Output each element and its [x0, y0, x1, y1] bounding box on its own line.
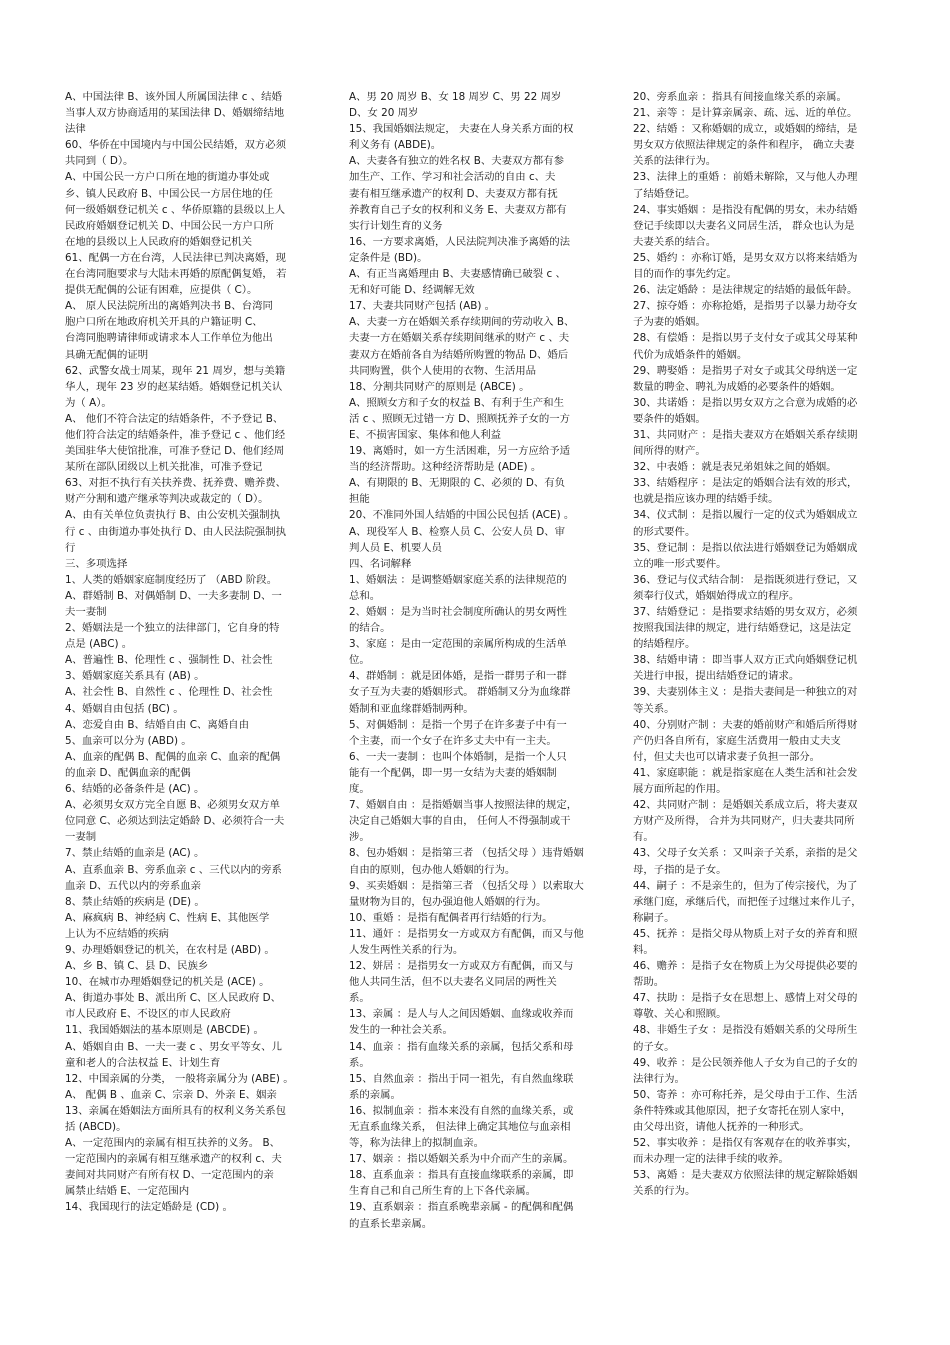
- text-column-left: [65, 89, 317, 1216]
- text-line: 10、在城市办理婚姻登记的机关是 (ACE) 。: [65, 976, 270, 989]
- text-line: 3、家庭 ：是由一定范围的亲属所构成的生活单: [349, 638, 567, 651]
- text-line: 4、婚姻自由包括 (BC) 。: [65, 702, 184, 715]
- text-line: A、恋爱自由 B、结婚自由 C、离婚自由: [65, 718, 249, 731]
- text-line: 有。: [633, 831, 654, 844]
- text-line: 47、扶助 ：是指子女在思想上、感情上对父母的: [633, 992, 858, 1005]
- text-column-middle: [349, 89, 601, 1232]
- text-line: A、男 20 周岁 B、女 18 周岁 C、男 22 周岁: [349, 91, 562, 103]
- text-line: 43、父母子女关系 ：又叫亲子关系，亲指的是父: [633, 847, 858, 860]
- text-line: 人发生两性关系的行为。: [349, 943, 464, 956]
- text-line: 31、共同财产 ：是指夫妻双方在婚姻关系存续期: [633, 428, 858, 441]
- text-line: A、群婚制 B、对偶婚制 D、一夫多妻制 D、一: [65, 589, 282, 602]
- text-line: 法律: [65, 123, 86, 136]
- text-line: 26、法定婚龄 ：是法律规定的结婚的最低年龄。: [633, 284, 858, 297]
- text-line: 血亲 D、五代以内的旁系血亲: [65, 879, 201, 892]
- text-line: A、夫妻一方在婚姻关系存续期间的劳动收入 B、: [349, 316, 575, 329]
- text-line: 尊敬、关心和照顾。: [633, 1008, 727, 1021]
- text-line: 也就是指应该办理的结婚手续。: [633, 493, 779, 506]
- text-line: 45、抚养 ：是指父母从物质上对子女的养育和照: [633, 927, 858, 940]
- text-column-right: [633, 89, 885, 1199]
- text-line: 登记手续即以夫妻名义同居生活， 群众也认为是: [633, 219, 855, 232]
- text-line: 总和。: [349, 589, 381, 602]
- text-line: 系。: [349, 992, 370, 1005]
- text-line: A、社会性 B、自然性 c 、伦理性 D、社会性: [65, 686, 273, 699]
- text-line: 三、多项选择: [65, 557, 128, 570]
- text-line: A、中国公民一方户口所在地的街道办事处或: [65, 171, 270, 184]
- text-line: 位同意 C、必须达到法定婚龄 D、必须符合一夫: [65, 815, 285, 828]
- text-line: 度。: [349, 783, 370, 796]
- text-line: A、现役军人 B、检察人员 C、公安人员 D、审: [349, 525, 566, 538]
- text-line: 活 c 、照顾无过错一方 D、照顾抚养子女的一方: [349, 412, 571, 425]
- text-line: A、婚姻自由 B、一夫一妻 c 、男女平等女、儿: [65, 1040, 282, 1053]
- text-line: 9、买卖婚姻 ：是指第三者 （包括父母 ）以索取大: [349, 879, 584, 892]
- text-line: A、一定范围内的亲属有相互扶养的义务。 B、: [65, 1137, 280, 1150]
- text-line: 美国驻华大使馆批准，可准予登记 D、他们经周: [65, 445, 285, 458]
- text-line: A、街道办事处 B、派出所 C、区人民政府 D、: [65, 992, 282, 1005]
- text-line: 35、登记制 ：是指以依法进行婚姻登记为婚姻成: [633, 541, 858, 554]
- text-line: 胞户口所在地政府机关开具的户籍证明 C、: [65, 316, 263, 329]
- text-line: 男女双方依照法律规定的条件和程序， 确立夫妻: [633, 139, 855, 152]
- text-line: 34、仪式制 ：是指以履行一定的仪式为婚姻成立: [633, 509, 858, 522]
- text-line: A、 他们不符合法定的结婚条件，不予登记 B、: [65, 412, 284, 425]
- text-line: 的结婚程序。: [633, 638, 696, 651]
- text-line: A、麻疯病 B、神经病 C、性病 E、其他医学: [65, 911, 270, 924]
- text-line: 19、直系姻亲 ：指直系晚辈亲属 - 的配偶和配偶: [349, 1201, 574, 1214]
- text-line: 7、婚姻自由 ：是指婚姻当事人按照法律的规定，: [349, 799, 578, 812]
- text-line: 个主妻，而一个女子在许多丈夫中有一主夫。: [349, 734, 557, 747]
- text-line: 27、掠夺婚 ：亦称抢婚，是指男子以暴力劫夺女: [633, 300, 858, 313]
- text-line: 能有一个配偶，即一男一女结为夫妻的婚姻制: [349, 766, 557, 779]
- text-line: 16、拟制血亲 ：指本来没有自然的血缘关系，或: [349, 1104, 574, 1117]
- text-line: 1、婚姻法 ：是调整婚姻家庭关系的法律规范的: [349, 573, 567, 586]
- text-line: 17、姻亲 ：指以婚姻关系为中介而产生的亲属。: [349, 1153, 574, 1166]
- text-line: 46、赡养 ：是指子女在物质上为父母提供必要的: [633, 960, 858, 973]
- text-line: 49、收养 ：是公民领养他人子女为自己的子女的: [633, 1056, 858, 1069]
- text-line: 一定范围内的亲属有相互继承遗产的权利 c、夫: [65, 1153, 282, 1166]
- text-line: 21、亲等 ：是计算亲属亲、疏、远、近的单位。: [633, 107, 858, 120]
- text-line: 行: [65, 541, 76, 554]
- text-line: 18、分割共同财产的原则是 (ABCE) 。: [349, 380, 530, 393]
- text-line: 妻有相互继承遗产的权利 D、夫妻双方都有抚: [349, 187, 558, 200]
- text-line: 担能: [349, 493, 370, 506]
- text-line: 在地的县级以上人民政府的婚姻登记机关: [65, 235, 253, 248]
- text-line: 他人共同生活，但不以夫妻名义同居的两性关: [349, 976, 557, 989]
- text-line: 须奉行仪式，婚姻始得成立的程序。: [633, 589, 800, 602]
- text-line: 承继门庭，承继后代，而把侄子过继过来作儿子，: [633, 895, 862, 908]
- text-line: 53、离婚 ：是夫妻双方依照法律的规定解除婚姻: [633, 1169, 858, 1182]
- text-line: 无直系血缘关系， 但法律上确定其地位与血亲相: [349, 1121, 571, 1133]
- text-line: 帮助。: [633, 976, 665, 989]
- text-line: 利义务有 (ABDE)。: [349, 139, 442, 152]
- text-line: 婚制和亚血缘群婚制两种。: [349, 702, 474, 715]
- text-line: A、有期限的 B、无期限的 C、必须的 D、有负: [349, 477, 566, 490]
- text-line: 系。: [349, 1056, 370, 1069]
- text-line: 数量的聘金、聘礼为成婚的必要条件的婚姻。: [633, 380, 841, 393]
- text-line: 代价为成婚条件的婚姻。: [633, 348, 748, 361]
- text-line: 按照我国法律的规定，进行结婚登记，这是法定: [633, 622, 852, 635]
- text-line: 29、聘娶婚 ：是指男子对女子或其父母纳送一定: [633, 364, 858, 377]
- text-line: 法律行为。: [633, 1072, 685, 1085]
- text-line: 要条件的婚姻。: [633, 412, 706, 425]
- text-line: 62、武警女战士周某，现年 21 周岁，想与美籍: [65, 364, 286, 377]
- text-line: 属禁止结婚 E、一定范围内: [65, 1185, 190, 1198]
- text-line: 15、我国婚姻法规定， 夫妻在人身关系方面的权: [349, 123, 574, 136]
- text-line: 38、结婚申请 ：即当事人双方正式向婚姻登记机: [633, 654, 858, 667]
- text-line: 18、直系血亲 ：指具有直接血缘联系的亲属，即: [349, 1169, 574, 1182]
- text-line: 的结合。: [349, 622, 391, 635]
- text-line: 的直系长辈亲属。: [349, 1217, 433, 1230]
- text-line: A、中国法律 B、该外国人所属国法律 c 、结婚: [65, 91, 282, 103]
- text-line: 方财产及所得， 合并为共同财产，归夫妻共同所: [633, 815, 855, 828]
- text-line: 乡、镇人民政府 B、中国公民一方居住地的任: [65, 187, 273, 200]
- text-line: 财产分割和遗产继承等判决或裁定的（ D）。: [65, 493, 269, 506]
- text-line: 等关系。: [633, 702, 675, 715]
- text-line: 夫一妻制: [65, 606, 107, 618]
- text-line: 妻间对共同财产有所有权 D、一定范围内的亲: [65, 1169, 274, 1182]
- text-line: 子为妻的婚姻。: [633, 316, 706, 329]
- text-line: 女子互为夫妻的婚姻形式。 群婚制又分为血缘群: [349, 686, 571, 699]
- text-line: 63、对拒不执行有关扶养费、抚养费、赡养费、: [65, 477, 287, 490]
- text-line: 44、嗣子 ：不是亲生的，但为了传宗接代，为了: [633, 879, 858, 892]
- text-line: 点是 (ABC) 。: [65, 638, 133, 651]
- text-line: 无和好可能 D、经调解无效: [349, 284, 475, 297]
- text-line: 提供无配偶的公证有困难，应提供（ C）。: [65, 284, 258, 297]
- text-line: 33、结婚程序 ：是法定的婚姻合法有效的形式，: [633, 477, 858, 490]
- text-line: 42、共同财产制 ：是婚姻关系成立后，将夫妻双: [633, 799, 858, 812]
- text-line: 实行计划生育的义务: [349, 219, 443, 232]
- text-line: 台湾同胞聘请律师或请求本人工作单位为他出: [65, 332, 273, 345]
- text-line: 32、中表婚 ：就是表兄弟姐妹之间的婚姻。: [633, 461, 837, 474]
- text-line: 他们符合法定的结婚条件，准予登记 c 、他们经: [65, 428, 286, 441]
- text-line: 妻双方在婚前各自为结婚所购置的物品 D、婚后: [349, 348, 569, 361]
- text-line: 立的唯一形式要件。: [633, 557, 727, 570]
- text-line: 19、离婚时，如一方生活困难，另一方应给予适: [349, 445, 571, 458]
- text-line: 系的亲属。: [349, 1088, 401, 1101]
- text-line: 付，但丈夫也可以请求妻子负担一部分。: [633, 750, 821, 763]
- text-line: 2、婚姻法是一个独立的法律部门，它自身的特: [65, 622, 280, 635]
- text-line: 41、家庭职能 ：就是指家庭在人类生活和社会发: [633, 766, 858, 779]
- text-line: 行 c 、由街道办事处执行 D、由人民法院强制执: [65, 525, 287, 538]
- text-line: 60、华侨在中国境内与中国公民结婚，双方必须: [65, 139, 287, 152]
- text-line: 6、一夫一妻制 ：也叫个体婚制，是指一个人只: [349, 750, 567, 763]
- text-line: 养教育自己子女的权利和义务 E、夫妻双方都有: [349, 203, 567, 216]
- text-line: A、有正当离婚理由 B、夫妻感情确已破裂 c 、: [349, 268, 566, 281]
- text-line: 13、亲属在婚姻法方面所具有的权利义务关系包: [65, 1104, 287, 1117]
- text-line: 52、事实收养 ：是指仅有客观存在的收养事实，: [633, 1137, 858, 1150]
- text-line: 市人民政府 E、不设区的市人民政府: [65, 1008, 231, 1021]
- text-line: 决定自己婚姻大事的自由， 任何人不得强制或干: [349, 815, 571, 828]
- text-line: A、夫妻各有独立的姓名权 B、夫妻双方都有参: [349, 155, 564, 168]
- text-line: 6、结婚的必备条件是 (AC) 。: [65, 783, 205, 796]
- text-line: 的子女。: [633, 1040, 675, 1053]
- text-line: 条件特殊或其他原因，把子女寄托在别人家中，: [633, 1104, 852, 1117]
- text-line: 某所在部队团级以上机关批准，可准予登记: [65, 461, 263, 474]
- text-line: 24、事实婚姻 ：是指没有配偶的男女，未办结婚: [633, 203, 858, 216]
- text-line: 8、禁止结婚的疾病是 (DE) 。: [65, 895, 205, 908]
- text-line: A、照顾女方和子女的权益 B、有利于生产和生: [349, 396, 564, 409]
- text-line: 称嗣子。: [633, 911, 675, 924]
- text-line: 11、我国婚姻法的基本原则是 (ABCDE) 。: [65, 1024, 264, 1037]
- text-line: 17、夫妻共同财产包括 (AB) 。: [349, 300, 496, 313]
- text-line: 涉。: [349, 831, 370, 844]
- text-line: 产仍归各自所有，家庭生活费用一般由丈夫支: [633, 734, 841, 747]
- text-line: 关系的法律行为。: [633, 155, 717, 168]
- text-line: 量财物为目的，包办强迫他人婚姻的行为。: [349, 895, 547, 908]
- text-line: 定条件是 (BD)。: [349, 251, 428, 264]
- text-line: 加生产、工作、学习和社会活动的自由 c、夫: [349, 171, 556, 184]
- text-line: 50、寄养 ：亦可称托养，是父母由于工作、生活: [633, 1088, 858, 1101]
- text-line: 28、有偿婚 ：是指以男子支付女子或其父母某种: [633, 332, 858, 345]
- text-line: 括 (ABCD)。: [65, 1121, 127, 1133]
- text-line: 14、我国现行的法定婚龄是 (CD) 。: [65, 1201, 233, 1214]
- text-line: 7、禁止结婚的血亲是 (AC) 。: [65, 847, 205, 860]
- text-line: 14、血亲 ：指有血缘关系的亲属，包括父系和母: [349, 1040, 574, 1053]
- text-line: 13、亲属 ：是人与人之间因婚姻、血缘或收养而: [349, 1008, 574, 1021]
- text-line: A、血亲的配偶 B、配偶的血亲 C、血亲的配偶: [65, 750, 281, 763]
- text-line: 共同到（ D）。: [65, 155, 134, 168]
- text-line: E、不损害国家、集体和他人利益: [349, 428, 502, 441]
- text-line: 39、夫妻别体主义 ：是指夫妻间是一种独立的对: [633, 686, 858, 699]
- text-line: 母，子指的是子女。: [633, 863, 727, 876]
- text-line: A、 原人民法院所出的离婚判决书 B、台湾同: [65, 300, 273, 313]
- text-line: 展方面所起的作用。: [633, 783, 727, 796]
- text-line: 夫妻一方在婚姻关系存续期间继承的财产 c 、夫: [349, 332, 570, 345]
- text-line: 民政府婚姻登记机关 D、中国公民一方户口所: [65, 219, 274, 232]
- text-line: 由父母出资，请他人抚养的一种形式。: [633, 1121, 810, 1133]
- text-line: 40、分别财产制 ：夫妻的婚前财产和婚后所得财: [633, 718, 858, 731]
- text-line: 15、自然血亲 ：指出于同一祖先，有自然血缘联: [349, 1072, 574, 1085]
- text-line: 25、婚约 ：亦称订婚，是男女双方以将来结婚为: [633, 251, 858, 264]
- text-line: 1、人类的婚姻家庭制度经历了 （ABD 阶段。: [65, 573, 278, 586]
- text-line: 20、不准同外国人结婚的中国公民包括 (ACE) 。: [349, 509, 575, 522]
- text-line: 2、婚姻 ：是为当时社会制度所确认的男女两性: [349, 606, 567, 618]
- text-line: 48、非婚生子女 ：是指没有婚姻关系的父母所生: [633, 1024, 858, 1037]
- text-line: 发生的一种社会关系。: [349, 1024, 453, 1037]
- text-line: 而未办理一定的法律手续的收养。: [633, 1153, 789, 1166]
- text-line: A、必须男女双方完全自愿 B、必须男女双方单: [65, 799, 280, 812]
- text-line: 一妻制: [65, 831, 97, 844]
- text-line: D、女 20 周岁: [349, 107, 419, 120]
- text-line: 36、登记与仪式结合制： 是指既须进行登记，又: [633, 573, 858, 586]
- text-line: 生育自己和自己所生育的上下各代亲属。: [349, 1185, 537, 1198]
- text-line: 目的而作的事先约定。: [633, 268, 737, 281]
- text-line: 22、结婚 ：又称婚姻的成立，或婚姻的缔结，是: [633, 123, 858, 136]
- text-line: 37、结婚登记 ：是指要求结婚的男女双方，必须: [633, 606, 858, 618]
- text-line: 等，称为法律上的拟制血亲。: [349, 1137, 485, 1150]
- text-line: 具确无配偶的证明: [65, 348, 149, 361]
- text-line: A、 配偶 B 、血亲 C、宗亲 D、外亲 E、姻亲: [65, 1088, 277, 1101]
- text-line: 关系的行为。: [633, 1185, 696, 1198]
- text-line: 16、一方要求离婚，人民法院判决准予离婚的法: [349, 235, 571, 248]
- text-line: 3、婚姻家庭关系具有 (AB) 。: [65, 670, 205, 683]
- text-line: 关进行申报，提出结婚登记的请求。: [633, 670, 800, 683]
- text-line: 4、群婚制 ：就是团体婚，是指一群男子和一群: [349, 670, 567, 683]
- text-line: 11、通奸 ：是指男女一方或双方有配偶，而又与他: [349, 927, 584, 940]
- text-line: A、由有关单位负责执行 B、由公安机关强制执: [65, 509, 280, 522]
- text-line: 9、办理婚姻登记的机关，在农村是 (ABD) 。: [65, 943, 275, 956]
- text-line: 上认为不应结婚的疾病: [65, 927, 169, 940]
- text-line: A、普遍性 B、伦理性 c 、强制性 D、社会性: [65, 654, 273, 667]
- text-line: 何一级婚姻登记机关 c 、华侨原籍的县级以上人: [65, 203, 286, 216]
- text-line: A、直系血亲 B、旁系血亲 c 、三代以内的旁系: [65, 863, 282, 876]
- text-line: 8、包办婚姻 ：是指第三者 （包括父母 ）违背婚姻: [349, 847, 584, 860]
- text-line: 在台湾同胞要求与大陆未再婚的原配偶复婚， 若: [65, 268, 287, 281]
- text-line: 23、法律上的重婚 ：前婚未解除，又与他人办理: [633, 171, 858, 184]
- text-line: 位。: [349, 654, 370, 667]
- text-line: 当事人双方协商适用的某国法律 D、婚姻缔结地: [65, 107, 285, 120]
- text-line: 20、旁系血亲 ：指具有间接血缘关系的亲属。: [633, 91, 847, 103]
- text-line: 华人，现年 23 岁的赵某结婚。婚姻登记机关认: [65, 380, 283, 393]
- text-line: 当的经济帮助。这种经济帮助是 (ADE) 。: [349, 461, 542, 474]
- text-line: 的血亲 D、配偶血亲的配偶: [65, 766, 191, 779]
- text-line: 10、重婚 ：是指有配偶者再行结婚的行为。: [349, 911, 553, 924]
- text-line: 61、配偶一方在台湾，人民法律已判决离婚，现: [65, 251, 287, 264]
- text-line: 共同购置，供个人使用的衣物、生活用品: [349, 364, 537, 377]
- text-line: 30、共诺婚 ：是指以男女双方之合意为成婚的必: [633, 396, 858, 409]
- text-line: 12、姘居 ：是指男女一方或双方有配偶，而又与: [349, 960, 574, 973]
- text-line: 童和老人的合法权益 E、计划生育: [65, 1056, 221, 1069]
- text-line: 5、血亲可以分为 (ABD) 。: [65, 734, 192, 747]
- text-line: 四、名词解释: [349, 557, 412, 570]
- text-line: 12、中国亲属的分类， 一般将亲属分为 (ABE) 。: [65, 1072, 294, 1085]
- text-line: 为（ A）。: [65, 396, 112, 409]
- text-line: 自由的原则，包办他人婚姻的行为。: [349, 863, 516, 876]
- text-line: 间所得的财产。: [633, 445, 706, 458]
- text-line: A、乡 B、镇 C、县 D、民族乡: [65, 960, 209, 973]
- text-line: 的形式要件。: [633, 525, 696, 538]
- text-line: 了结婚登记。: [633, 187, 696, 200]
- text-line: 判人员 E、机要人员: [349, 541, 442, 554]
- text-line: 夫妻关系的结合。: [633, 235, 717, 248]
- text-line: 5、对偶婚制 ：是指一个男子在许多妻子中有一: [349, 718, 567, 731]
- text-line: 料。: [633, 943, 654, 956]
